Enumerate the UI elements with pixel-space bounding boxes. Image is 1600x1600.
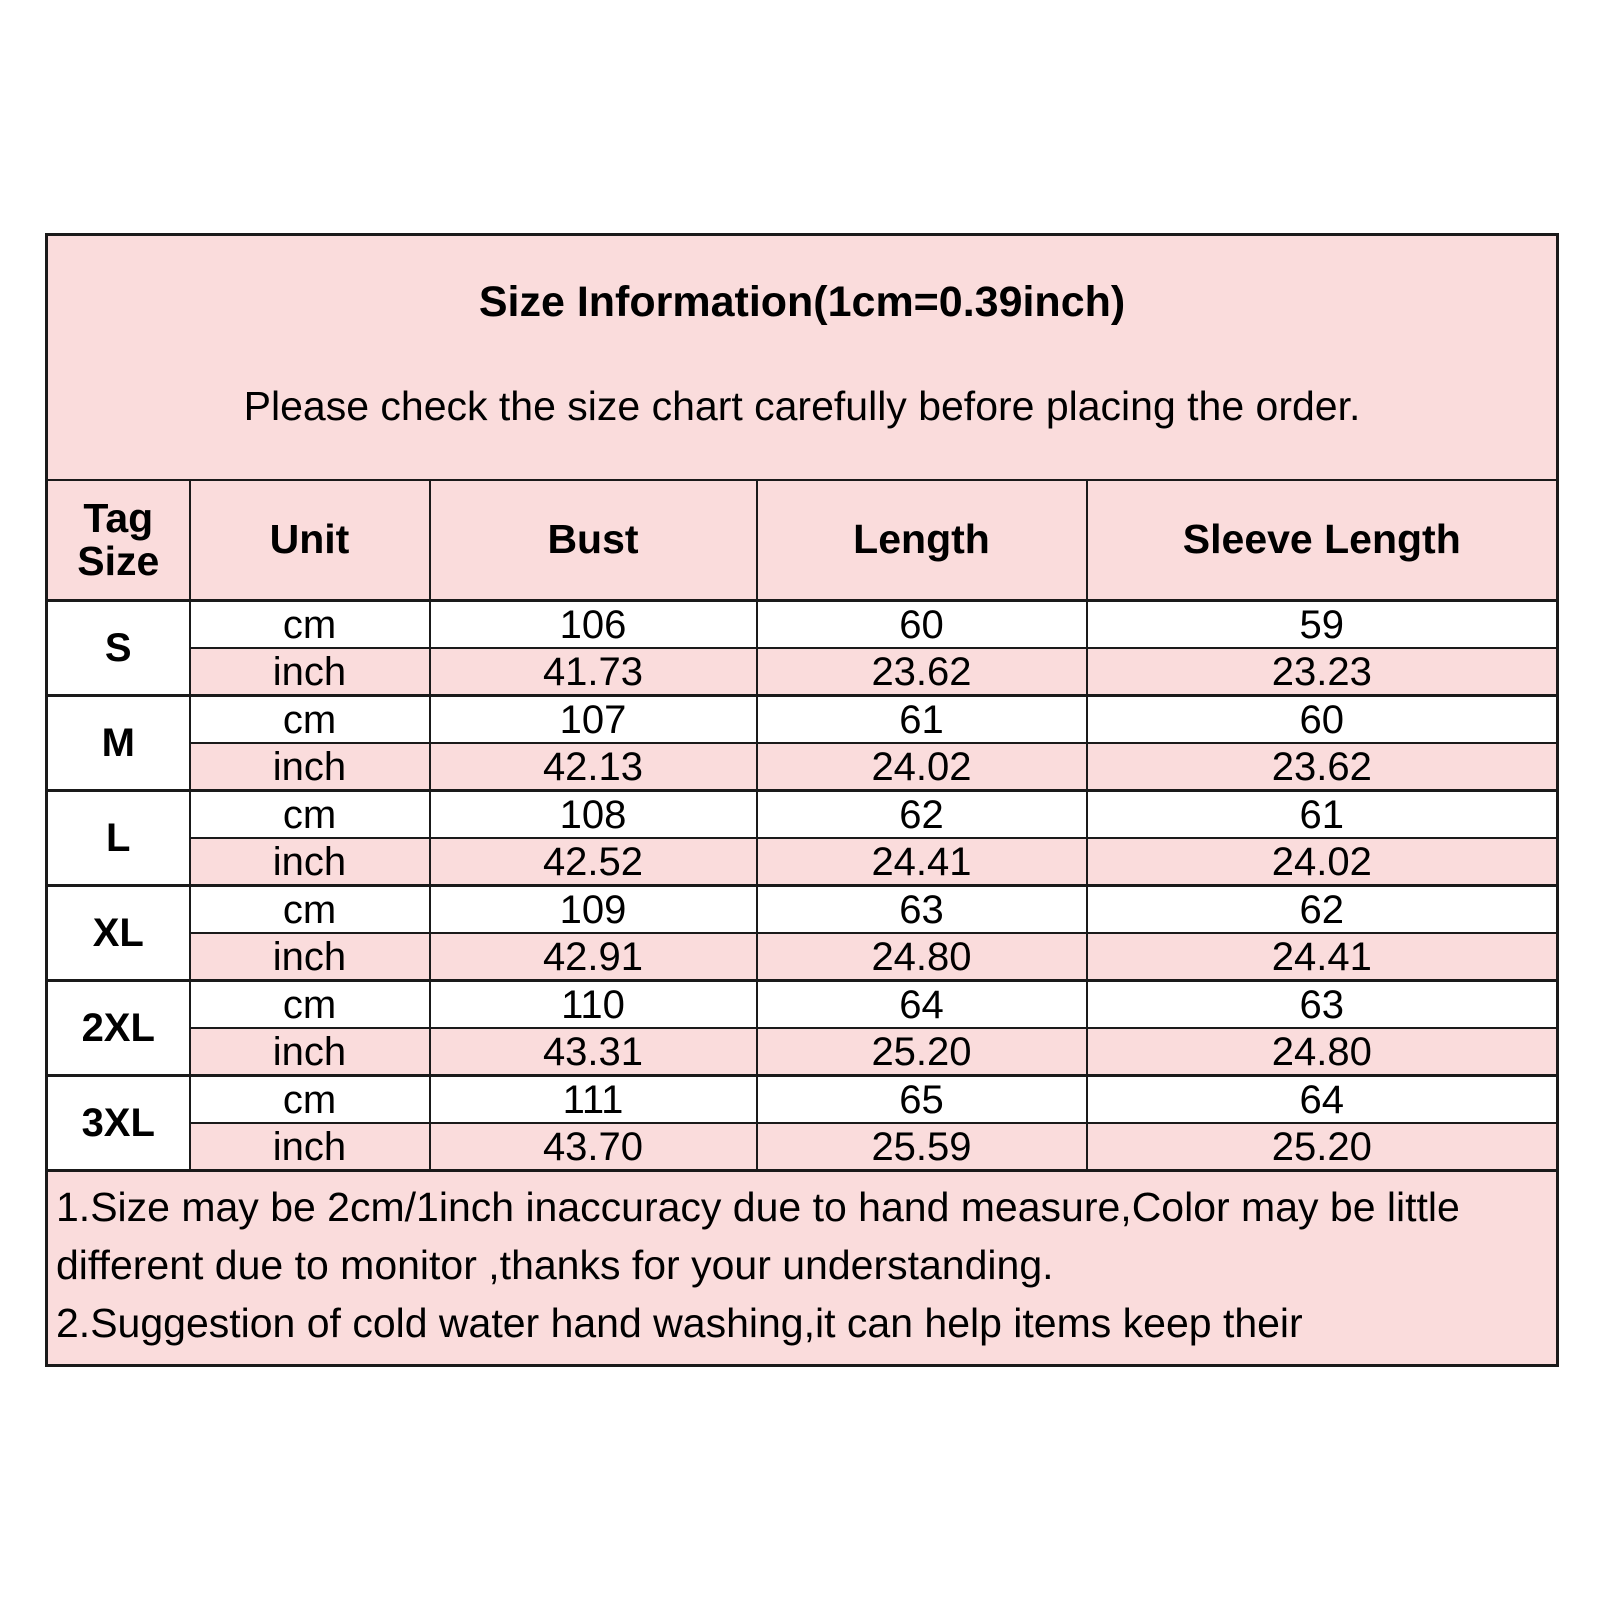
- sleeve-value-cell: 25.20: [1087, 1123, 1558, 1171]
- unit-cell: cm: [190, 791, 430, 839]
- tag-size-cell: XL: [47, 886, 190, 981]
- bust-value-cell: 106: [430, 601, 757, 649]
- notes-row: [47, 1171, 1558, 1366]
- sleeve-value-cell: 63: [1087, 981, 1558, 1029]
- tag-size-cell: 2XL: [47, 981, 190, 1076]
- bust-value-cell: 42.52: [430, 838, 757, 886]
- unit-cell: cm: [190, 601, 430, 649]
- length-value-cell: 62: [757, 791, 1087, 839]
- length-value-cell: 24.41: [757, 838, 1087, 886]
- unit-cell: cm: [190, 981, 430, 1029]
- note-measure-disclaimer: 1.Size may be 2cm/1inch inaccuracy due to hand measure,Color may be little different due to monitor ,thanks for your understanding.: [56, 1184, 1460, 1288]
- length-value-cell: 24.02: [757, 743, 1087, 791]
- sleeve-value-cell: 24.80: [1087, 1028, 1558, 1076]
- tag-size-cell: L: [47, 791, 190, 886]
- column-header-tag-size: Tag Size: [47, 480, 190, 601]
- page-title: Size Information(1cm=0.39inch): [478, 278, 1126, 326]
- bust-value-cell: 43.31: [430, 1028, 757, 1076]
- sleeve-value-cell: 62: [1087, 886, 1558, 934]
- table-row: [47, 981, 1558, 1029]
- table-row: [47, 1028, 1558, 1076]
- length-value-cell: 25.20: [757, 1028, 1087, 1076]
- table-row: [47, 1123, 1558, 1171]
- bust-value-cell: 42.13: [430, 743, 757, 791]
- table-row: [47, 838, 1558, 886]
- sleeve-value-cell: 59: [1087, 601, 1558, 649]
- unit-cell: cm: [190, 886, 430, 934]
- tag-size-cell: M: [47, 696, 190, 791]
- note-washing-suggestion: 2.Suggestion of cold water hand washing,it can help items keep their: [56, 1300, 1303, 1346]
- notes-cell: [47, 1171, 1558, 1366]
- header-band-cell: [47, 235, 1558, 481]
- bust-value-cell: 109: [430, 886, 757, 934]
- table-row: [47, 648, 1558, 696]
- sleeve-value-cell: 24.02: [1087, 838, 1558, 886]
- bust-value-cell: 43.70: [430, 1123, 757, 1171]
- table-row: [47, 933, 1558, 981]
- unit-cell: inch: [190, 1123, 430, 1171]
- page-subtitle: Please check the size chart carefully before placing the order.: [243, 383, 1361, 430]
- size-chart-table: [45, 233, 1559, 1367]
- bust-value-cell: 108: [430, 791, 757, 839]
- unit-cell: cm: [190, 1076, 430, 1124]
- bust-value-cell: 110: [430, 981, 757, 1029]
- bust-value-cell: 107: [430, 696, 757, 744]
- sleeve-value-cell: 61: [1087, 791, 1558, 839]
- length-value-cell: 64: [757, 981, 1087, 1029]
- table-row: [47, 886, 1558, 934]
- length-value-cell: 23.62: [757, 648, 1087, 696]
- column-header-unit: Unit: [190, 480, 430, 601]
- table-row: [47, 1076, 1558, 1124]
- sleeve-value-cell: 64: [1087, 1076, 1558, 1124]
- sleeve-value-cell: 60: [1087, 696, 1558, 744]
- length-value-cell: 63: [757, 886, 1087, 934]
- unit-cell: inch: [190, 933, 430, 981]
- column-header-length: Length: [757, 480, 1087, 601]
- unit-cell: inch: [190, 838, 430, 886]
- length-value-cell: 60: [757, 601, 1087, 649]
- unit-cell: inch: [190, 1028, 430, 1076]
- bust-value-cell: 111: [430, 1076, 757, 1124]
- column-header-bust: Bust: [430, 480, 757, 601]
- sleeve-value-cell: 23.23: [1087, 648, 1558, 696]
- table-row: [47, 791, 1558, 839]
- sleeve-value-cell: 24.41: [1087, 933, 1558, 981]
- tag-size-cell: 3XL: [47, 1076, 190, 1171]
- table-row: [47, 696, 1558, 744]
- unit-cell: inch: [190, 648, 430, 696]
- column-header-row: [47, 480, 1558, 601]
- table-row: [47, 601, 1558, 649]
- column-header-sleeve-length: Sleeve Length: [1087, 480, 1558, 601]
- length-value-cell: 65: [757, 1076, 1087, 1124]
- bust-value-cell: 41.73: [430, 648, 757, 696]
- length-value-cell: 61: [757, 696, 1087, 744]
- header-band: [47, 235, 1558, 481]
- length-value-cell: 24.80: [757, 933, 1087, 981]
- sleeve-value-cell: 23.62: [1087, 743, 1558, 791]
- length-value-cell: 25.59: [757, 1123, 1087, 1171]
- table-row: [47, 743, 1558, 791]
- tag-size-cell: S: [47, 601, 190, 696]
- bust-value-cell: 42.91: [430, 933, 757, 981]
- unit-cell: inch: [190, 743, 430, 791]
- unit-cell: cm: [190, 696, 430, 744]
